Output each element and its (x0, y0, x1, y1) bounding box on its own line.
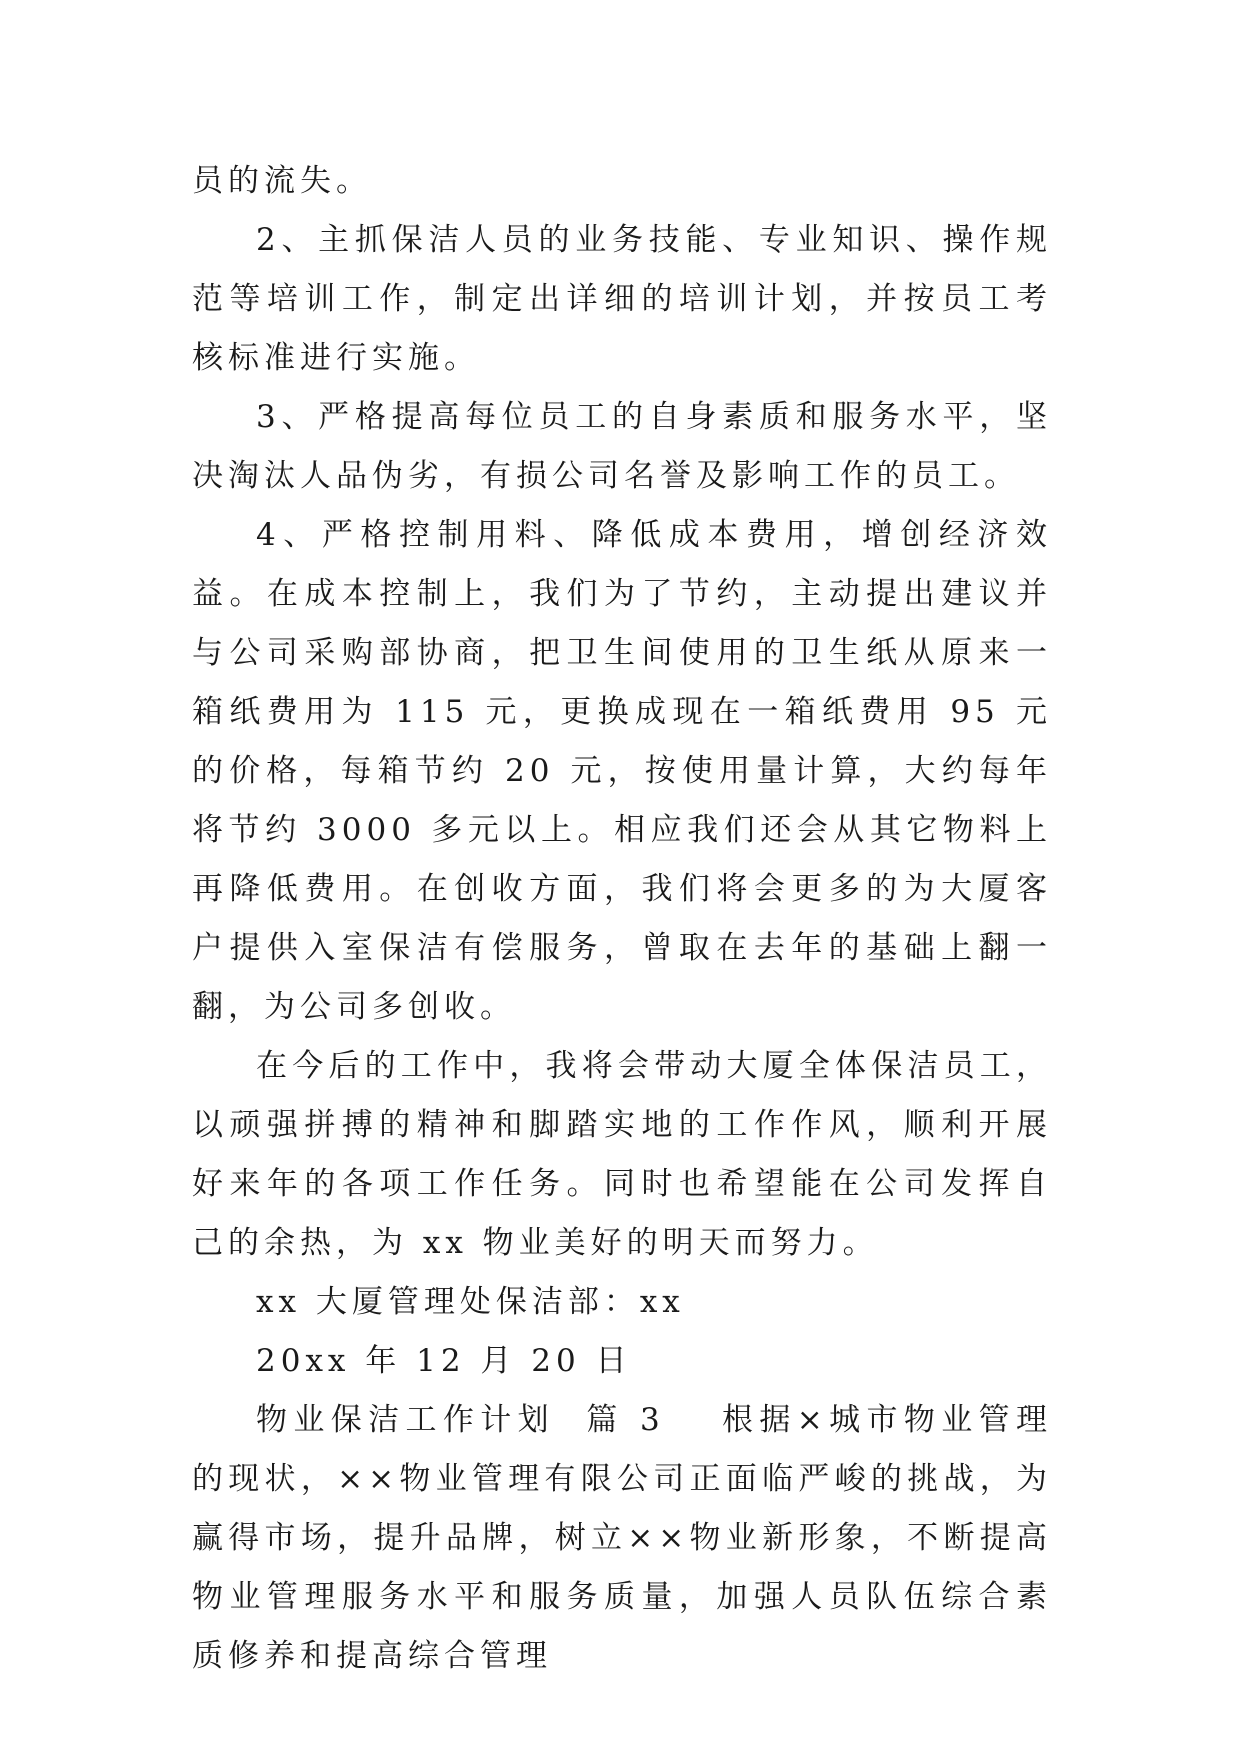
paragraph-item-2: 2、主抓保洁人员的业务技能、专业知识、操作规范等培训工作，制定出详细的培训计划，并按员工考核标准进行实施。 (192, 222, 1052, 376)
signature-line: xx 大厦管理处保洁部：xx (256, 1284, 685, 1320)
section-heading: 物业保洁工作计划 (256, 1402, 555, 1438)
paragraph-closing: 在今后的工作中，我将会带动大厦全体保洁员工，以顽强拼搏的精神和脚踏实地的工作作风，顺利开展好来年的各项工作任务。同时也希望能在公司发挥自己的余热，为 xx 物业美好的明天而努力。 (192, 1048, 1052, 1261)
paragraph-item-4: 4、严格控制用料、降低成本费用，增创经济效益。在成本控制上，我们为了节约，主动提出建议并与公司采购部协商，把卫生间使用的卫生纸从原来一箱纸费用为 115 元，更换成现在一箱纸费用 95 元的价格，每箱节约 20 元，按使用量计算，大约每年将节约 3000 多元以上。相应我们还会从其它物料上再降低费用。在创收方面，我们将会更多的为大厦客户提供入室保洁有偿服务，曾取在去年的基础上翻一翻，为公司多创收。 (192, 517, 1052, 1025)
section-paragraph (192, 1391, 1052, 1686)
section-body: 根据×城市物业管理的现状，××物业管理有限公司正面临严峻的挑战，为赢得市场，提升品牌，树立××物业新形象，不断提高物业管理服务水平和服务质量，加强人员队伍综合素质修养和提高综合管理 (192, 1402, 1053, 1674)
paragraph-item-3: 3、严格提高每位员工的自身素质和服务水平，坚决淘汰人品伪劣，有损公司名誉及影响工作的员工。 (192, 399, 1052, 494)
document-body (192, 152, 1052, 1686)
date-line: 20xx 年 12 月 20 日 (256, 1343, 632, 1379)
paragraph-continuation: 员的流失。 (192, 163, 372, 199)
section-label: 篇 3 (584, 1402, 665, 1438)
